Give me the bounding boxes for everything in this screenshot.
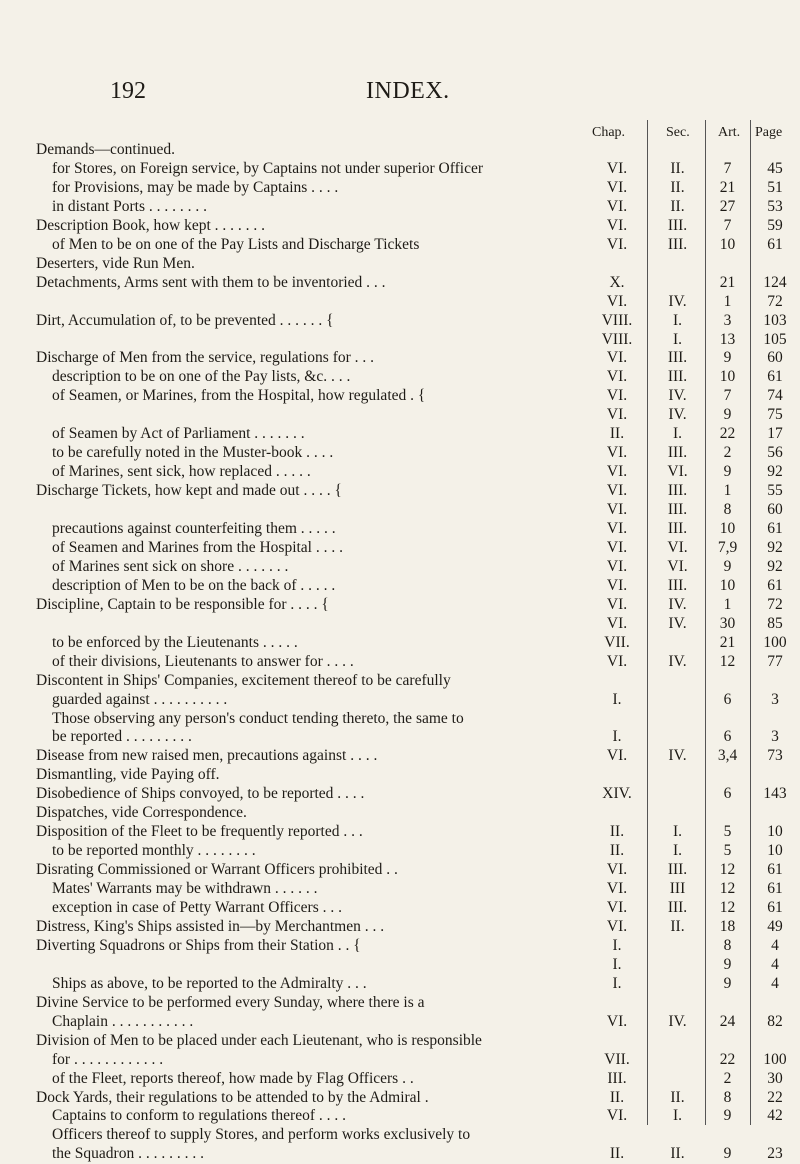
- page-value: 23: [767, 1145, 783, 1163]
- page-value: 61: [767, 235, 783, 253]
- art-value: 3: [723, 311, 732, 329]
- index-line: [0, 955, 800, 975]
- sec-value: III.: [667, 368, 688, 386]
- sec-value: III.: [667, 444, 688, 462]
- page-header-label: Page: [755, 125, 783, 140]
- art-value: 5: [723, 823, 732, 841]
- entry-text: Detachments, Arms sent with them to be inventoried . . .: [36, 273, 386, 291]
- entry-text: for Provisions, may be made by Captains . . . .: [52, 178, 339, 196]
- index-line: [0, 443, 800, 463]
- entry-text: Disposition of the Fleet to be frequently reported . . .: [36, 823, 363, 841]
- entry-text: Diverting Squadrons or Ships from their Station . . {: [36, 936, 361, 954]
- chap-value: VII.: [604, 633, 630, 651]
- page-value: 10: [767, 823, 783, 841]
- index-line: [0, 614, 800, 634]
- index-line: [0, 1144, 800, 1164]
- entry-text: Officers thereof to supply Stores, and perform works exclusively to: [52, 1126, 471, 1144]
- art-value: 13: [719, 330, 736, 348]
- art-value: 7: [723, 159, 732, 177]
- entry-text: Discharge of Men from the service, regulations for . . .: [36, 349, 375, 367]
- sec-value: II.: [670, 197, 685, 215]
- chap-value: VI.: [606, 861, 628, 879]
- entry-text: of Seamen, or Marines, from the Hospital, how regulated . {: [52, 387, 426, 405]
- entry-text: in distant Ports . . . . . . . .: [52, 197, 208, 215]
- chap-value: VI.: [606, 292, 628, 310]
- entry-text: Chaplain . . . . . . . . . . .: [52, 1012, 194, 1030]
- entry-text: to be enforced by the Lieutenants . . . . .: [52, 633, 298, 651]
- art-value: 9: [723, 349, 732, 367]
- chap-value: II.: [609, 1145, 625, 1163]
- entry-text: Deserters, vide Run Men.: [36, 254, 195, 272]
- sec-value: III.: [667, 216, 688, 234]
- entry-text: Disrating Commissioned or Warrant Officers prohibited . .: [36, 861, 398, 879]
- chap-value: X.: [609, 273, 625, 291]
- chap-value: VI.: [606, 538, 628, 556]
- sec-value: I.: [672, 842, 683, 860]
- index-line: [0, 1106, 800, 1126]
- page-value: 103: [763, 311, 787, 329]
- chap-value: VI.: [606, 349, 628, 367]
- sec-value: IV.: [668, 652, 687, 670]
- sec-value: II.: [670, 178, 685, 196]
- index-line: [0, 595, 800, 615]
- index-line: [0, 709, 800, 729]
- sec-value: III.: [667, 576, 688, 594]
- index-line: [0, 159, 800, 179]
- page-value: 85: [767, 614, 783, 632]
- entry-text: Captains to conform to regulations thereof . . . .: [52, 1107, 347, 1125]
- sec-value: I.: [672, 425, 683, 443]
- chap-value: II.: [609, 823, 625, 841]
- page-value: 105: [763, 330, 787, 348]
- page-value: 61: [767, 368, 783, 386]
- page-value: 4: [771, 955, 779, 973]
- art-value: 9: [723, 974, 732, 992]
- sec-value: II.: [670, 1145, 685, 1163]
- art-value: 12: [719, 652, 736, 670]
- art-value: 6: [723, 690, 732, 708]
- page-value: 3: [771, 728, 779, 746]
- index-line: [0, 538, 800, 558]
- entry-text: Demands—continued.: [36, 141, 176, 158]
- art-value: 7: [723, 216, 732, 234]
- page-value: 3: [771, 690, 779, 708]
- page-value: 61: [767, 520, 783, 537]
- chap-value: VI.: [606, 880, 628, 898]
- art-value: 12: [719, 880, 736, 898]
- chap-value: VI.: [606, 557, 628, 575]
- entry-text: for . . . . . . . . . . . .: [52, 1050, 164, 1068]
- art-value: 10: [719, 235, 736, 253]
- art-value: 9: [723, 1145, 732, 1163]
- entry-text: of Seamen by Act of Parliament . . . . . . .: [52, 425, 305, 443]
- page-value: 74: [767, 387, 783, 405]
- page-value: 92: [767, 538, 783, 556]
- entry-text: of Seamen and Marines from the Hospital . . . .: [52, 538, 343, 556]
- index-line: [0, 879, 800, 899]
- entry-text: Mates' Warrants may be withdrawn . . . . . .: [52, 880, 318, 898]
- index-line: [0, 405, 800, 425]
- art-value: 2: [723, 1069, 732, 1087]
- art-value: 30: [719, 614, 736, 632]
- page-value: 92: [767, 463, 783, 481]
- entry-text: Division of Men to be placed under each Lieutenant, who is responsible: [36, 1031, 482, 1049]
- sec-value: III.: [667, 899, 688, 916]
- entry-text: of their divisions, Lieutenants to answer for . . . .: [52, 652, 354, 670]
- art-value: 9: [723, 463, 732, 481]
- page-value: 60: [767, 349, 783, 367]
- index-line: [0, 860, 800, 880]
- page-value: 72: [767, 595, 783, 613]
- chap-value: VI.: [606, 482, 628, 500]
- index-line: [0, 746, 800, 766]
- index-line: [0, 235, 800, 255]
- index-line: [0, 727, 800, 747]
- index-line: [0, 254, 800, 274]
- sec-value: VI.: [667, 538, 688, 556]
- chap-value: VI.: [606, 406, 628, 424]
- sec-value: VI.: [667, 557, 688, 575]
- index-line: [0, 500, 800, 520]
- sec-value: IV.: [668, 406, 687, 424]
- index-line: [0, 633, 800, 653]
- chap-value: VI.: [606, 1107, 628, 1125]
- page-value: 143: [763, 785, 787, 803]
- sec-value: II.: [670, 917, 685, 935]
- chap-value: VI.: [606, 520, 628, 537]
- index-line: [0, 1069, 800, 1089]
- chap-value: XIV.: [602, 785, 632, 803]
- page-value: 59: [767, 216, 783, 234]
- chap-value: VI.: [606, 595, 628, 613]
- index-line: [0, 765, 800, 785]
- art-header: Art.: [718, 125, 741, 140]
- index-line: [0, 803, 800, 823]
- entry-text: Disease from new raised men, precautions against . . . .: [36, 747, 378, 765]
- page-value: 51: [767, 178, 783, 196]
- index-line: [0, 348, 800, 368]
- sec-header: Sec.: [666, 125, 690, 140]
- art-value: 8: [723, 1088, 732, 1106]
- entry-text: to be carefully noted in the Muster-book . . . .: [52, 444, 334, 462]
- index-line: [0, 367, 800, 387]
- page-value: 55: [767, 482, 783, 500]
- art-value: 24: [719, 1012, 736, 1030]
- index-line: [0, 178, 800, 198]
- art-value: 10: [719, 368, 736, 386]
- art-value: 1: [723, 482, 732, 500]
- page-value: 92: [767, 557, 783, 575]
- chap-value: VI.: [606, 652, 628, 670]
- index-line: [0, 1088, 800, 1108]
- art-value: 3,4: [717, 747, 738, 765]
- page-value: 10: [767, 842, 783, 860]
- page-value: 75: [767, 406, 783, 424]
- chap-value: VI.: [606, 917, 628, 935]
- chap-value: VII.: [604, 1050, 630, 1068]
- sec-value: III.: [667, 501, 688, 519]
- chap-value: VIII.: [601, 330, 633, 348]
- sec-value: III.: [667, 349, 688, 367]
- page-value: 72: [767, 292, 783, 310]
- page-value: 82: [767, 1012, 783, 1030]
- page-value: 22: [767, 1088, 783, 1106]
- chap-value: I.: [612, 955, 622, 973]
- page-value: 42: [767, 1107, 783, 1125]
- chap-header: Chap.: [592, 125, 626, 140]
- entry-text: Description Book, how kept . . . . . . .: [36, 216, 266, 234]
- entry-text: the Squadron . . . . . . . . .: [52, 1145, 204, 1163]
- sec-value: I.: [672, 823, 683, 841]
- art-value: 6: [723, 785, 732, 803]
- entry-text: of the Fleet, reports thereof, how made by Flag Officers . .: [52, 1069, 414, 1087]
- entry-text: Dock Yards, their regulations to be attended to by the Admiral .: [36, 1088, 429, 1106]
- chap-value: VI.: [606, 614, 628, 632]
- entry-text: of Marines, sent sick, how replaced . . . . .: [52, 463, 311, 481]
- chap-value: I.: [612, 936, 622, 954]
- page-value: 30: [767, 1069, 783, 1087]
- page-title: INDEX.: [366, 78, 450, 104]
- sec-value: I.: [672, 330, 683, 348]
- index-line: [0, 557, 800, 577]
- entry-text: of Marines sent sick on shore . . . . . . .: [52, 557, 289, 575]
- entry-text: be reported . . . . . . . . .: [52, 728, 192, 746]
- index-line: [0, 576, 800, 596]
- art-value: 1: [723, 292, 732, 310]
- entry-text: Disobedience of Ships convoyed, to be reported . . . .: [36, 785, 365, 803]
- art-value: 1: [723, 595, 732, 613]
- art-value: 8: [723, 936, 732, 954]
- sec-value: IV.: [668, 747, 687, 765]
- sec-value: IV.: [668, 292, 687, 310]
- entry-text: exception in case of Petty Warrant Officers . . .: [52, 899, 342, 916]
- chap-value: I.: [612, 974, 622, 992]
- sec-value: II.: [670, 159, 685, 177]
- entry-text: guarded against . . . . . . . . . .: [52, 690, 228, 708]
- sec-value: IV.: [668, 387, 687, 405]
- chap-value: VI.: [606, 235, 628, 253]
- sec-value: IV.: [668, 1012, 687, 1030]
- index-line: [0, 652, 800, 672]
- art-value: 21: [719, 633, 736, 651]
- sec-value: III.: [667, 235, 688, 253]
- art-value: 5: [723, 842, 732, 860]
- chap-value: VIII.: [601, 311, 633, 329]
- art-value: 10: [719, 576, 736, 594]
- chap-value: I.: [612, 690, 622, 708]
- art-value: 22: [719, 1050, 736, 1068]
- page-value: 100: [763, 1050, 787, 1068]
- index-line: [0, 1125, 800, 1145]
- art-value: 2: [723, 444, 732, 462]
- entry-text: Dirt, Accumulation of, to be prevented . . . . . . {: [36, 311, 334, 329]
- sec-value: IV.: [668, 595, 687, 613]
- chap-value: I.: [612, 728, 622, 746]
- index-line: [0, 273, 800, 293]
- entry-text: Distress, King's Ships assisted in—by Merchantmen . . .: [36, 917, 385, 935]
- index-line: [0, 462, 800, 482]
- index-line: [0, 330, 800, 350]
- art-value: 18: [719, 917, 736, 935]
- index-line: [0, 822, 800, 842]
- entry-text: precautions against counterfeiting them . . . . .: [52, 520, 336, 537]
- page-value: 73: [767, 747, 783, 765]
- page-value: 17: [767, 425, 783, 443]
- art-value: 10: [719, 520, 736, 537]
- chap-value: VI.: [606, 387, 628, 405]
- art-value: 7,9: [717, 538, 738, 556]
- page-number: 192: [110, 78, 146, 104]
- entry-text: for Stores, on Foreign service, by Captains not under superior Officer: [52, 159, 484, 177]
- index-line: [0, 841, 800, 861]
- page-value: 60: [767, 501, 783, 519]
- index-line: [0, 898, 800, 918]
- art-value: 22: [719, 425, 736, 443]
- art-value: 9: [723, 1107, 732, 1125]
- index-line: [0, 936, 800, 956]
- index-line: [0, 1031, 800, 1051]
- entry-text: Dismantling, vide Paying off.: [36, 766, 220, 784]
- art-value: 6: [723, 728, 732, 746]
- sec-value: III.: [667, 861, 688, 879]
- art-value: 21: [719, 273, 736, 291]
- sec-value: VI.: [667, 463, 688, 481]
- index-line: [0, 292, 800, 312]
- art-value: 7: [723, 387, 732, 405]
- entry-text: Dispatches, vide Correspondence.: [36, 804, 247, 822]
- art-value: 9: [723, 557, 732, 575]
- chap-value: II.: [609, 425, 625, 443]
- index-line: [0, 993, 800, 1013]
- entry-text: of Men to be on one of the Pay Lists and Discharge Tickets: [52, 235, 420, 253]
- chap-value: VI.: [606, 501, 628, 519]
- chap-value: VI.: [606, 444, 628, 462]
- index-line: [0, 197, 800, 217]
- entry-text: to be reported monthly . . . . . . . .: [52, 842, 256, 860]
- index-line: [0, 424, 800, 444]
- chap-value: VI.: [606, 576, 628, 594]
- entry-text: Those observing any person's conduct tending thereto, the same to: [52, 709, 464, 727]
- entry-text: Divine Service to be performed every Sunday, where there is a: [36, 993, 425, 1011]
- art-value: 8: [723, 501, 732, 519]
- page-value: 77: [767, 652, 783, 670]
- index-line: [0, 974, 800, 994]
- chap-value: VI.: [606, 178, 628, 196]
- page-header: [0, 78, 800, 108]
- chap-value: VI.: [606, 463, 628, 481]
- chap-value: VI.: [606, 899, 628, 916]
- index-line: [0, 784, 800, 804]
- sec-value: I.: [672, 311, 683, 329]
- index-line: [0, 481, 800, 501]
- entry-text: description of Men to be on the back of . . . . .: [52, 576, 336, 594]
- page-value: 4: [771, 936, 779, 954]
- index-line: [0, 216, 800, 236]
- entry-text: Discharge Tickets, how kept and made out . . . . {: [36, 482, 342, 500]
- page-value: 61: [767, 899, 783, 916]
- chap-value: VI.: [606, 1012, 628, 1030]
- sec-value: I.: [672, 1107, 683, 1125]
- chap-value: VI.: [606, 159, 628, 177]
- page-value: 56: [767, 444, 783, 462]
- entry-text: description to be on one of the Pay lists, &c. . . .: [52, 368, 351, 386]
- sec-value: IV.: [668, 614, 687, 632]
- index-line: [0, 671, 800, 691]
- sec-value: III: [669, 880, 686, 898]
- chap-value: VI.: [606, 368, 628, 386]
- index-line: [0, 1012, 800, 1032]
- chap-value: VI.: [606, 216, 628, 234]
- art-value: 12: [719, 861, 736, 879]
- art-value: 12: [719, 899, 736, 916]
- art-value: 21: [719, 178, 736, 196]
- chap-value: II.: [609, 1088, 625, 1106]
- entry-text: Discontent in Ships' Companies, excitement thereof to be carefully: [36, 671, 451, 689]
- index-line: [0, 690, 800, 710]
- index-line: [0, 386, 800, 406]
- page-value: 100: [763, 633, 787, 651]
- page-value: 61: [767, 576, 783, 594]
- page-value: 124: [763, 273, 787, 291]
- page-value: 53: [767, 197, 783, 215]
- index-line: [0, 519, 800, 539]
- index-line: [0, 1050, 800, 1070]
- index-line: [0, 311, 800, 331]
- entry-text: Discipline, Captain to be responsible for . . . . {: [36, 595, 329, 613]
- page-value: 61: [767, 880, 783, 898]
- sec-value: II.: [670, 1088, 685, 1106]
- index-line: [0, 140, 800, 160]
- chap-value: VI.: [606, 197, 628, 215]
- chap-value: VI.: [606, 747, 628, 765]
- sec-value: III.: [667, 520, 688, 537]
- sec-value: III.: [667, 482, 688, 500]
- page-value: 4: [771, 974, 779, 992]
- art-value: 9: [723, 406, 732, 424]
- page-value: 45: [767, 159, 783, 177]
- art-value: 27: [719, 197, 736, 215]
- entry-text: Ships as above, to be reported to the Admiralty . . .: [52, 974, 367, 992]
- art-value: 9: [723, 955, 732, 973]
- page-value: 49: [767, 917, 783, 935]
- chap-value: III.: [607, 1069, 627, 1087]
- chap-value: II.: [609, 842, 625, 860]
- page-value: 61: [767, 861, 783, 879]
- index-line: [0, 917, 800, 937]
